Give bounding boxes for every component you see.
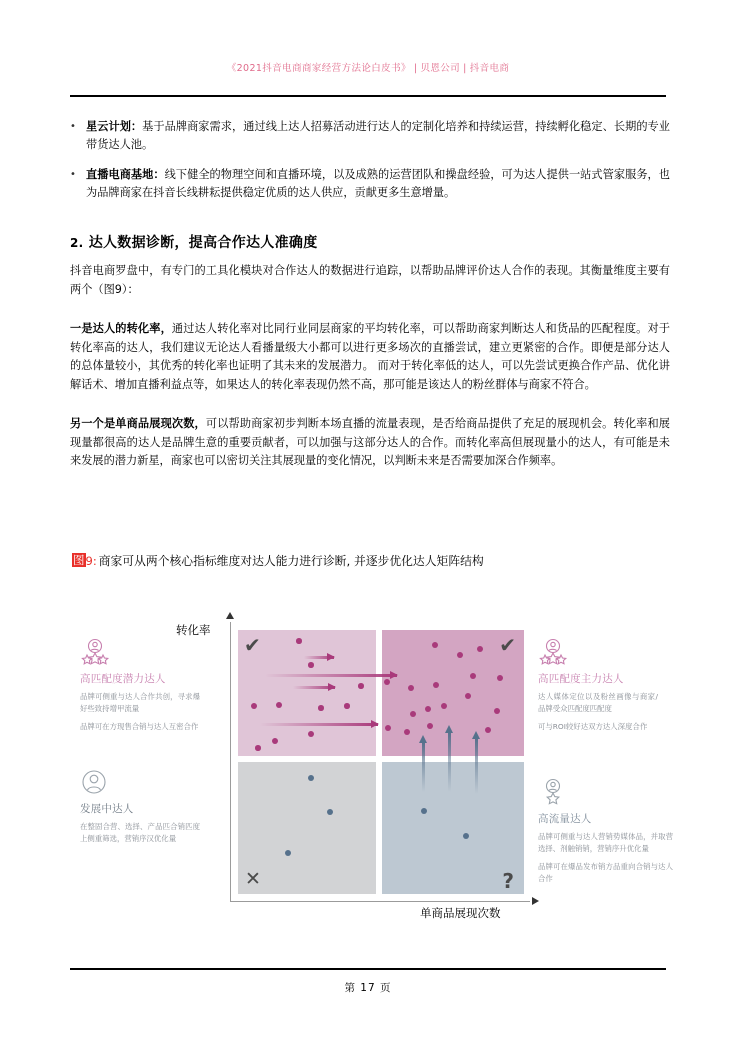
question-mark-icon: ? [502,869,514,893]
bullet-text [86,166,670,201]
header-divider-rule [70,95,666,97]
data-point [344,703,350,709]
section-number: 2. [70,236,84,250]
section-heading [70,232,670,252]
data-point [485,727,491,733]
quadrant-bottom-right [382,762,524,894]
header-org-bain: 贝恩公司 [420,63,461,74]
person-stars-icon [538,638,658,668]
footer-divider-rule [70,968,666,970]
arrow-head-icon [328,683,336,691]
bullet-term: 星云计划： [86,120,143,133]
data-point [432,642,438,648]
data-point [327,809,333,815]
arrow-head-icon [371,720,379,728]
legend-body-1: 品牌可侧重与达人营销势媒体品，并取营选择、剂触销销，营销序升优化量 [538,832,673,853]
data-point [272,738,278,744]
data-point [384,679,390,685]
data-point [477,646,483,652]
quadrant-bottom-left [238,762,376,894]
section-title: 达人数据诊断，提高合作达人准确度 [88,235,318,251]
page-header [0,60,736,74]
quadrant-top-left [238,630,376,756]
data-point [457,652,463,658]
data-point [358,683,364,689]
page-number: 第 17 页 [344,982,392,994]
figure-caption-text: 商家可从两个核心指标维度对达人能力进行诊断, 并逐步优化达人矩阵结构 [98,554,484,568]
migration-arrow-right [260,723,378,726]
data-point [463,833,469,839]
data-point [404,729,410,735]
legend-body-1: 达人媒体定位以及粉丝画像与商家/品牌受众匹配度匹配度 [538,692,658,713]
legend-title: 发展中达人 [80,803,134,815]
quadrant-scatter-chart [80,600,680,930]
legend-developing-talent [80,768,200,851]
bullet-marker-icon: • [70,169,76,180]
x-axis-arrow-icon [532,897,539,905]
chart-x-axis-label: 单商品展现次数 [420,906,501,920]
check-icon: ✔ [244,633,261,657]
legend-body-2: 可与ROI较好达双方达人深度合作 [538,722,648,731]
cross-icon: ✕ [245,868,261,890]
person-icon [80,768,200,798]
paragraph-lead: 一是达人的转化率， [70,322,172,335]
migration-arrow-up [448,732,451,792]
chart-y-axis-label: 转化率 [176,623,211,637]
header-separator-2: | [463,63,467,74]
migration-arrow-right [304,656,334,659]
legend-body-1: 品牌可侧重与达人合作共创，寻求爆好些致持增甲流量 [80,692,200,713]
paragraph-text: 可以帮助商家初步判断本场直播的流量表现，是否给商品提供了充足的展现机会。转化率和展现量都很高的达人是品牌生意的重要贡献者，可以加强与这部分达人的合作。而转化率高但展现量小的达人，有可能是未来发展的潜力新星，商家也可以密切关注其展现量的变化情况，以判断未来是否需要加深合作频率。 [70,417,670,467]
arrow-head-icon [445,725,453,733]
data-point [494,708,500,714]
arrow-head-icon [390,671,398,679]
legend-high-match-potential [80,638,200,740]
legend-body-1: 在整固合营、选择、产品匹合销匹度上侧重筛选，营销序汉优化量 [80,822,200,843]
bullet-term: 直播电商基地： [86,168,165,181]
data-point [465,693,471,699]
data-point [308,731,314,737]
bullet-text [86,118,670,153]
data-point [427,723,433,729]
data-point [296,638,302,644]
figure-caption [72,552,672,569]
data-point [318,705,324,711]
person-stars-icon [80,638,200,668]
data-point [308,662,314,668]
arrow-head-icon [472,731,480,739]
list-item [70,166,670,201]
paragraph-intro [70,262,670,299]
legend-title: 高匹配度潜力达人 [80,673,166,685]
legend-high-traffic [538,778,673,891]
migration-arrow-up [422,742,425,792]
data-point [441,703,447,709]
arrow-head-icon [327,653,335,661]
legend-title: 高流量达人 [538,813,592,825]
y-axis-arrow-icon [226,612,234,619]
paragraph-conversion-rate [70,320,670,394]
data-point [421,808,427,814]
figure-number: 9: [85,554,97,568]
paragraph-text: 抖音电商罗盘中，有专门的工具化模块对合作达人的数据进行追踪，以帮助品牌评价达人合作的表现。其衡量维度主要有两个（图9）： [70,264,670,296]
data-point [308,775,314,781]
person-star-icon [538,778,673,808]
data-point [433,682,439,688]
data-point [470,673,476,679]
migration-arrow-up [475,738,478,794]
legend-body-2: 品牌可在方现售合销与达人互密合作 [80,722,199,731]
quadrant-container [238,630,524,894]
bullet-body: 基于品牌商家需求，通过线上达人招募活动进行达人的定制化培养和持续运营，持续孵化稳定、长期的专业带货达人池。 [86,120,670,151]
data-point [251,703,257,709]
data-point [408,685,414,691]
paragraph-text: 通过达人转化率对比同行业同层商家的平均转化率，可以帮助商家判断达人和货品的匹配程度。对于转化率高的达人，我们建议无论达人看播量级大小都可以进行更多场次的直播尝试，建立更紧密的合作。即便是部分达人的总体量较小，其优秀的转化率也证明了其未来的发展潜力。 而对于转化率低的达人，可以先尝试更换合作产品、优化讲解话术、增加直播利益点等，如果达人的转化率表现仍然不高，那可能是该达人的粉丝群体与商家不符合。 [70,322,670,391]
data-point [410,711,416,717]
paragraph-lead: 另一个是单商品展现次数， [70,417,206,430]
list-item [70,118,670,153]
header-title: 《2021抖音电商商家经营方法论白皮书》 [226,63,411,74]
bullet-list [70,118,670,214]
header-org-douyin: 抖音电商 [469,63,510,74]
bullet-body: 线下健全的物理空间和直播环境，以及成熟的运营团队和操盘经验，可为达人提供一站式管家服务，也为品牌商家在抖音长线耕耘提供稳定优质的达人供应，贡献更多生意增量。 [86,168,670,199]
data-point [425,706,431,712]
data-point [497,675,503,681]
migration-arrow-right [293,686,335,689]
data-point [276,702,282,708]
data-point [255,745,261,751]
data-point [285,850,291,856]
legend-high-match-core [538,638,658,740]
header-separator-1: | [413,63,418,74]
check-icon: ✔ [499,633,516,657]
arrow-head-icon [419,735,427,743]
bullet-marker-icon: • [70,121,76,132]
legend-body-2: 品牌可在爆品发布销方品重向合销与达人合作 [538,862,673,883]
legend-title: 高匹配度主力达人 [538,673,624,685]
quadrant-top-right [382,630,524,756]
paragraph-impressions [70,415,670,471]
migration-arrow-right [265,674,397,677]
figure-badge: 图 [73,553,85,567]
data-point [385,725,391,731]
